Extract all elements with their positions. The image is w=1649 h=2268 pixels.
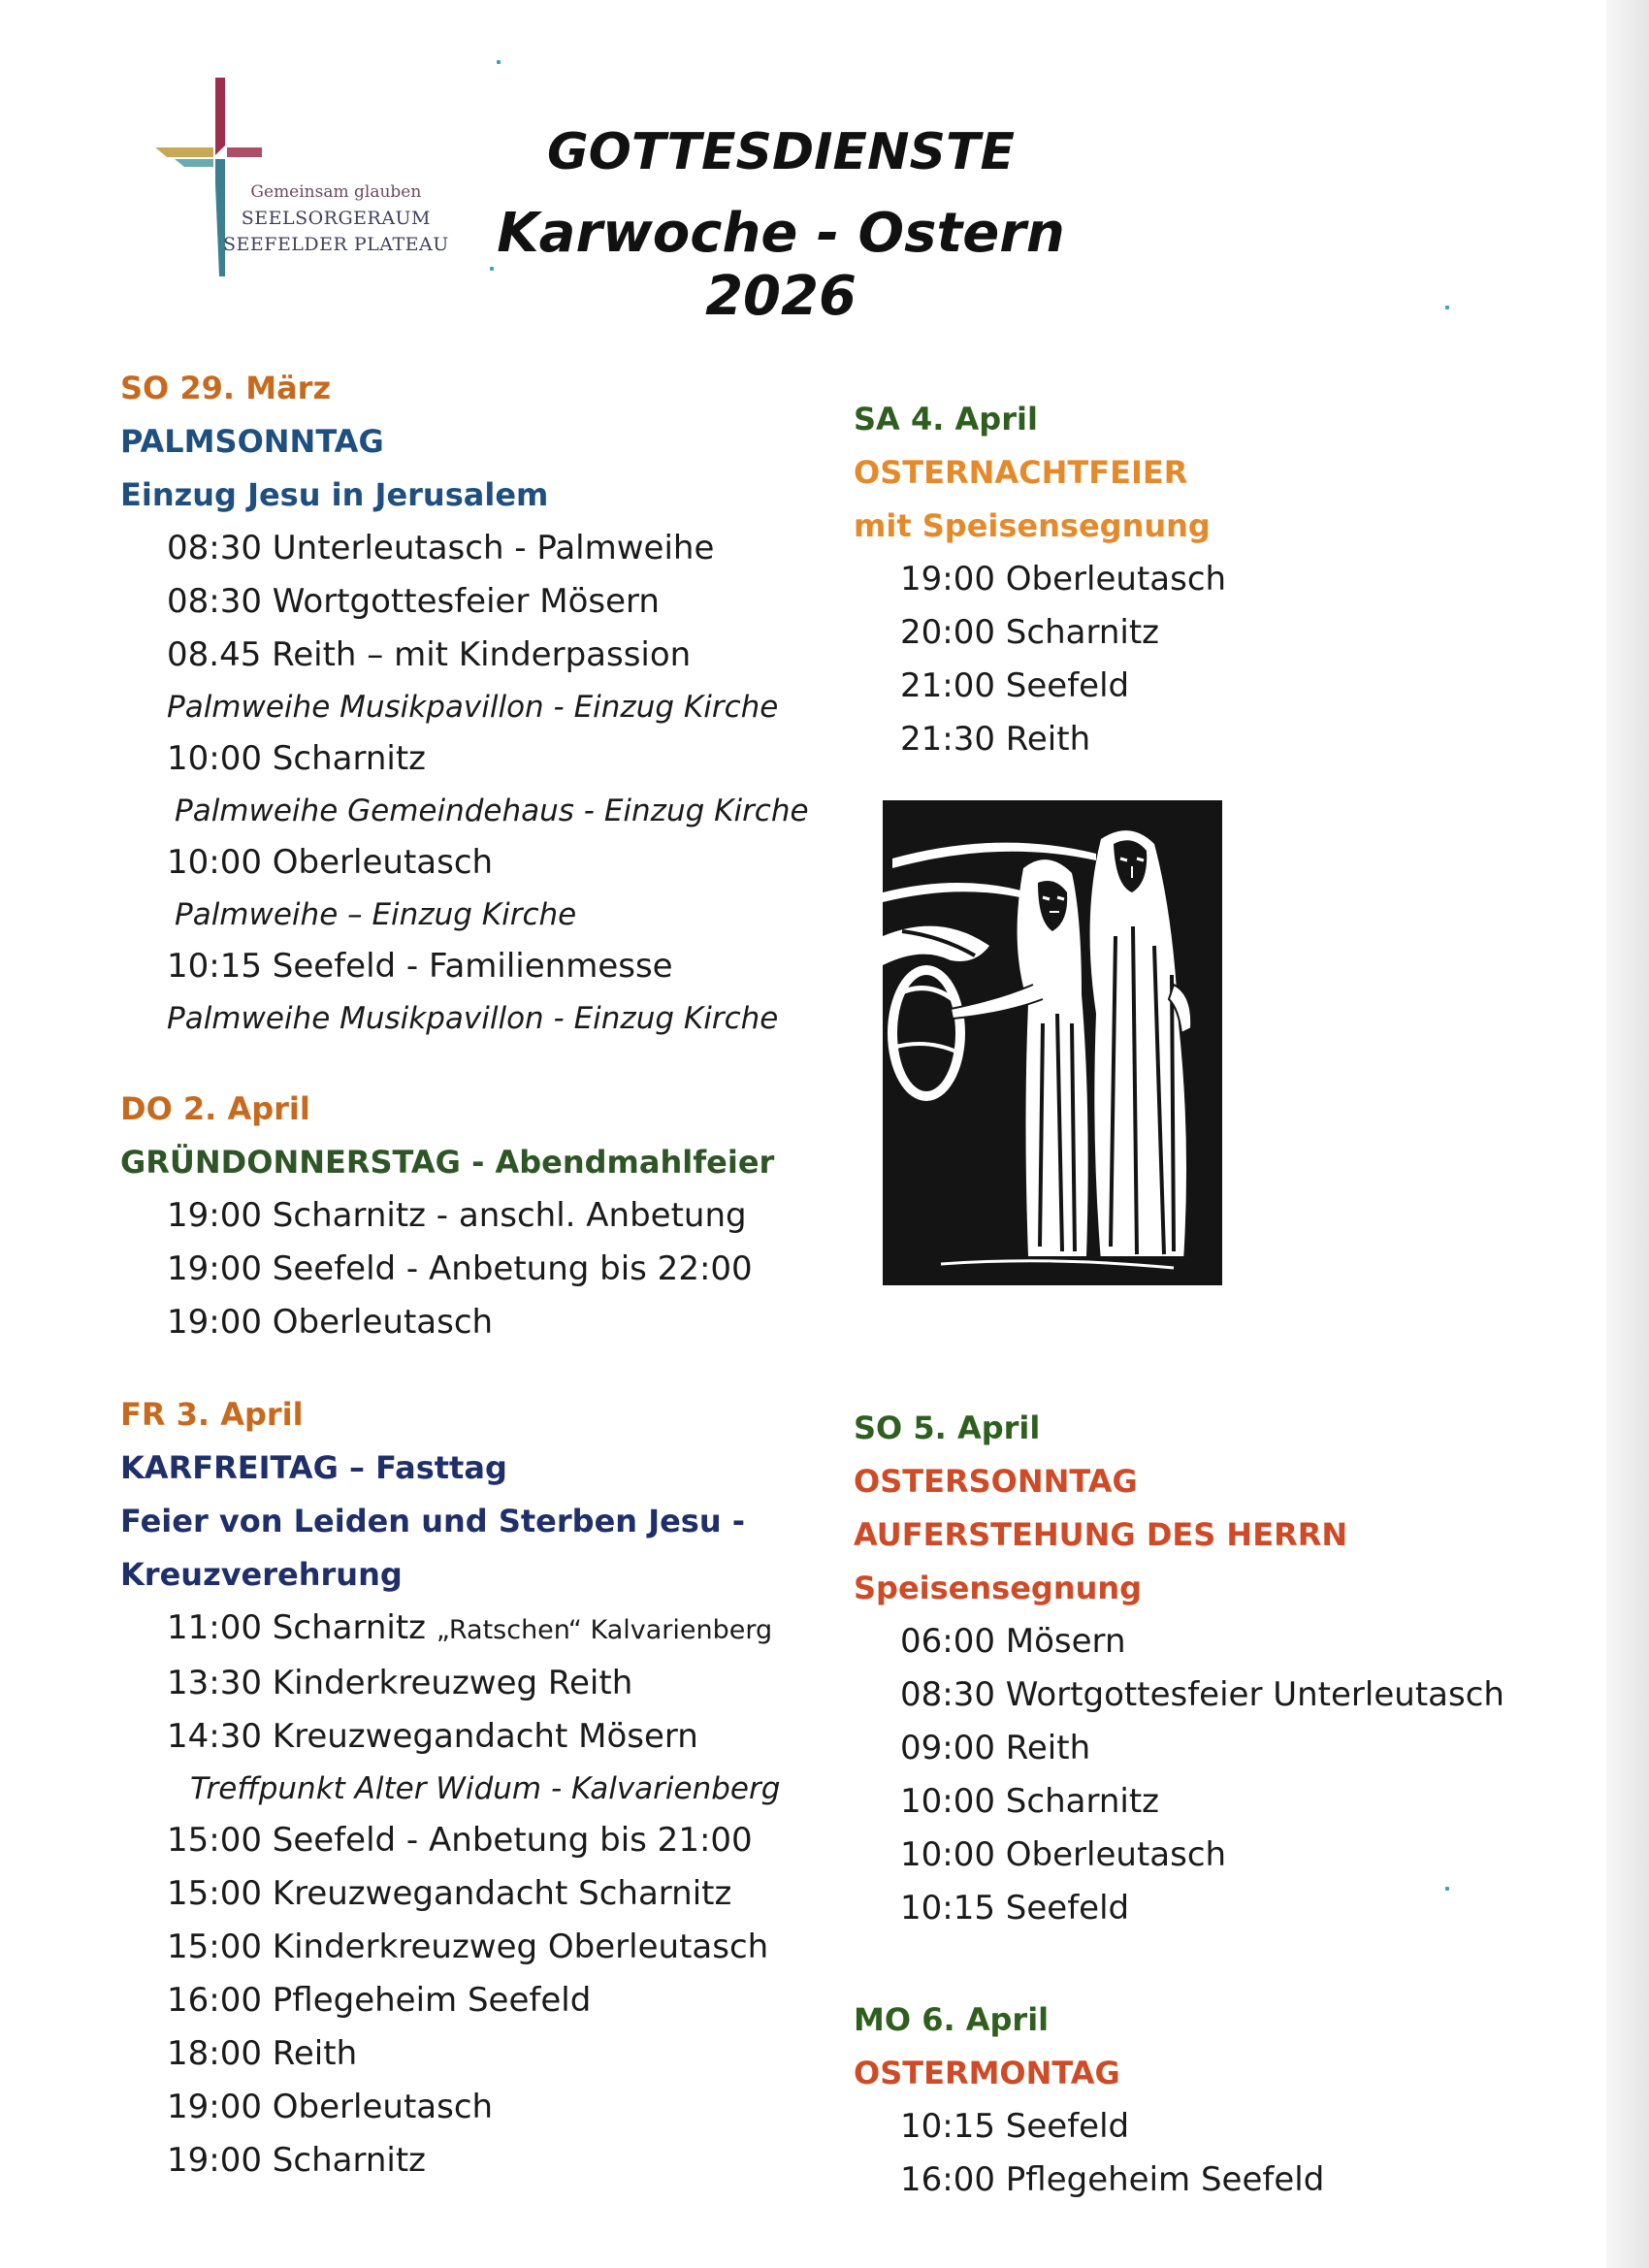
list-item: 19:00 Scharnitz <box>167 2141 427 2180</box>
list-item: 10:15 Seefeld <box>900 1889 1130 1928</box>
list-item: 08:30 Wortgottesfeier Unterleutasch <box>900 1675 1504 1714</box>
karsamstag-subtitle: mit Speisensegnung <box>854 507 1211 544</box>
ostermontag-section <box>854 1993 1533 2207</box>
scan-speck <box>1445 306 1449 309</box>
left-column <box>120 362 819 2187</box>
karfreitag-date: FR 3. April <box>120 1396 304 1433</box>
list-note: Palmweihe Musikpavillon - Einzug Kirche <box>167 1001 779 1036</box>
karfreitag-subtitle: Feier von Leiden und Sterben Jesu - <box>120 1503 746 1539</box>
list-item: 06:00 Mösern <box>900 1622 1126 1661</box>
palmsonntag-date: SO 29. März <box>120 370 332 406</box>
list-item: 10:00 Oberleutasch <box>167 843 494 882</box>
list-item: 09:00 Reith <box>900 1729 1091 1767</box>
paper-edge-shadow <box>1606 0 1649 2268</box>
scan-speck <box>497 60 501 64</box>
ostermontag-date: MO 6. April <box>854 2001 1050 2038</box>
list-item: 19:00 Scharnitz - anschl. Anbetung <box>167 1196 747 1235</box>
list-item: 16:00 Pflegeheim Seefeld <box>167 1981 592 2020</box>
list-item: 19:00 Oberleutasch <box>900 560 1227 599</box>
list-item: 19:00 Oberleutasch <box>167 2088 494 2126</box>
ostermontag-name: OSTERMONTAG <box>854 2055 1120 2091</box>
list-item: 14:30 Kreuzwegandacht Mösern <box>167 1717 698 1756</box>
list-item: 10:00 Scharnitz <box>900 1782 1160 1821</box>
list-item: 21:30 Reith <box>900 720 1091 759</box>
list-item: 10:15 Seefeld - Familienmesse <box>167 947 673 986</box>
gruendonnerstag-date: DO 2. April <box>120 1090 310 1127</box>
karsamstag-section <box>854 393 1533 766</box>
karsamstag-name: OSTERNACHTFEIER <box>854 454 1188 491</box>
list-item: 10:00 Oberleutasch <box>900 1835 1227 1874</box>
list-item: 08.45 Reith – mit Kinderpassion <box>167 635 692 674</box>
list-item: 08:30 Wortgottesfeier Mösern <box>167 582 660 621</box>
list-item: 21:00 Seefeld <box>900 666 1130 705</box>
list-item: 15:00 Kinderkreuzweg Oberleutasch <box>167 1928 769 1966</box>
list-note: Palmweihe – Einzug Kirche <box>175 897 577 932</box>
karsamstag-date: SA 4. April <box>854 401 1038 437</box>
list-item: 15:00 Kreuzwegandacht Scharnitz <box>167 1874 732 1913</box>
page-title: GOTTESDIENSTE <box>547 123 1015 181</box>
logo-line2: SEELSORGERAUM <box>241 208 432 229</box>
right-column <box>854 393 1533 2207</box>
ostersonntag-section <box>854 1402 1533 1935</box>
list-item: 19:00 Seefeld - Anbetung bis 22:00 <box>167 1249 753 1288</box>
list-note: Palmweihe Gemeindehaus - Einzug Kirche <box>175 794 809 828</box>
ostersonntag-subtitle-2: Speisensegnung <box>854 1570 1143 1606</box>
ostersonntag-name: OSTERSONNTAG <box>854 1463 1138 1500</box>
list-note: Treffpunkt Alter Widum - Kalvarienberg <box>190 1771 781 1806</box>
list-item: 08:30 Unterleutasch - Palmweihe <box>167 529 715 567</box>
page-subtitle: Karwoche - Ostern 2026 <box>497 202 1065 328</box>
karfreitag-section <box>120 1388 819 2187</box>
palmsonntag-name: PALMSONNTAG <box>120 423 384 460</box>
list-item: 15:00 Seefeld - Anbetung bis 21:00 <box>167 1821 753 1860</box>
logo-tagline: Gemeinsam glauben <box>250 182 422 202</box>
palmsonntag-section <box>120 362 819 1044</box>
list-item: 10:15 Seefeld <box>900 2107 1130 2146</box>
list-item: 20:00 Scharnitz <box>900 613 1160 652</box>
logo-line3: SEEFELDER PLATEAU <box>223 234 449 255</box>
karfreitag-subtitle-2: Kreuzverehrung <box>120 1556 403 1593</box>
list-item: 18:00 Reith <box>167 2034 358 2073</box>
list-item <box>120 1602 819 1657</box>
gruendonnerstag-name: GRÜNDONNERSTAG - Abendmahlfeier <box>120 1144 775 1181</box>
easter-woodcut-illustration <box>883 800 1222 1285</box>
list-item: 16:00 Pflegeheim Seefeld <box>900 2160 1325 2199</box>
list-item-main: 11:00 Scharnitz <box>167 1608 427 1647</box>
list-item-small: „Ratschen“ Kalvarienberg <box>436 1615 773 1645</box>
list-item: 19:00 Oberleutasch <box>167 1303 494 1342</box>
gruendonnerstag-section <box>120 1083 819 1349</box>
ostersonntag-date: SO 5. April <box>854 1409 1041 1446</box>
ostersonntag-subtitle: AUFERSTEHUNG DES HERRN <box>854 1516 1348 1553</box>
logo-text <box>223 179 449 258</box>
karfreitag-name: KARFREITAG – Fasttag <box>120 1449 507 1486</box>
palmsonntag-subtitle: Einzug Jesu in Jerusalem <box>120 476 549 513</box>
list-item: 13:30 Kinderkreuzweg Reith <box>167 1664 633 1702</box>
list-item: 10:00 Scharnitz <box>167 739 427 778</box>
list-note: Palmweihe Musikpavillon - Einzug Kirche <box>167 690 779 725</box>
